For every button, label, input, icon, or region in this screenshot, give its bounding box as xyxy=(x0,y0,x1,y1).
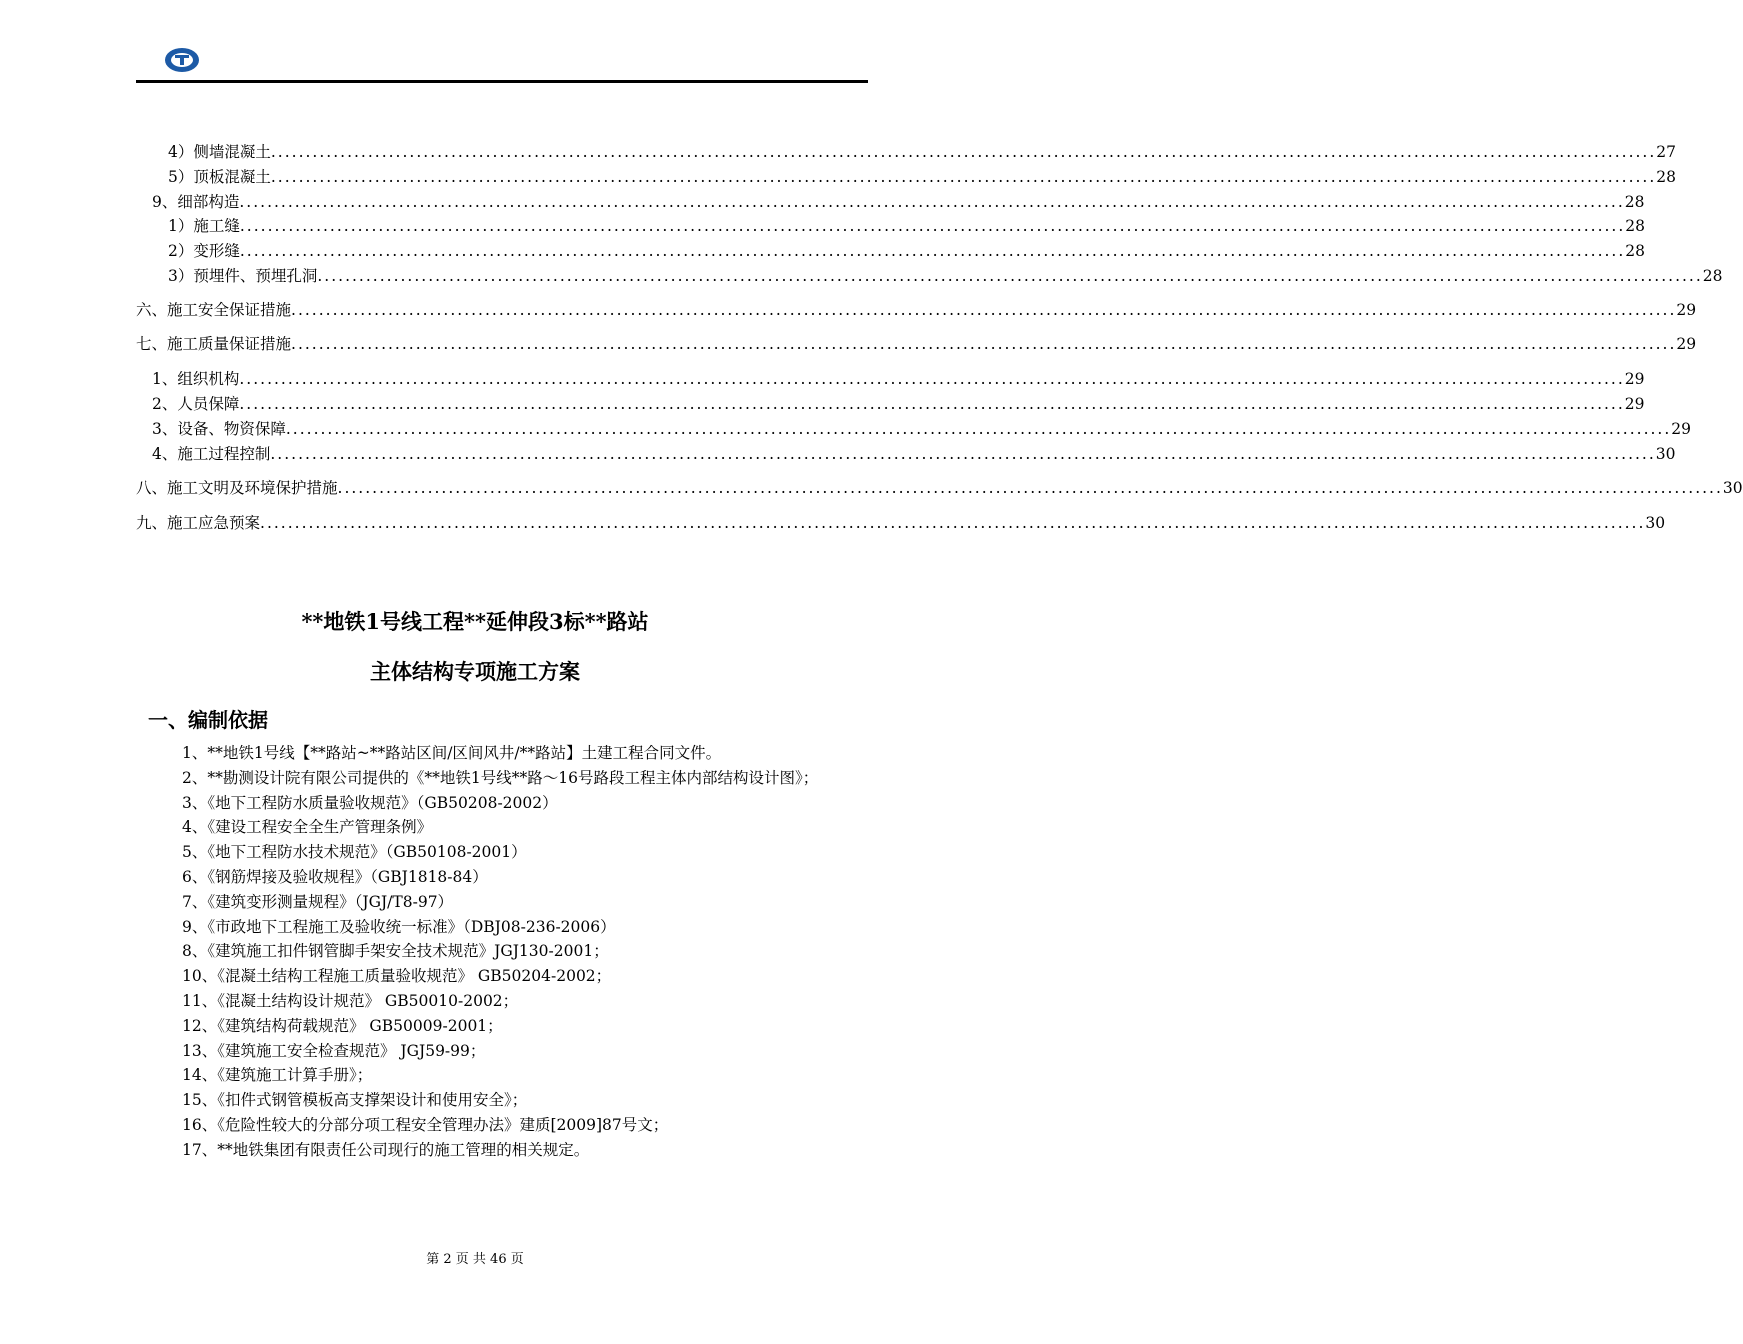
toc-leader-dots: ........................................................................................................................................................................................................ xyxy=(260,514,1646,532)
toc-leader-dots: ........................................................................................................................................................................................................ xyxy=(285,420,1672,438)
toc-leader-dots: ........................................................................................................................................................................................................ xyxy=(291,301,1677,319)
toc-entry-label: 4）侧墙混凝土 xyxy=(168,143,271,161)
toc-entry-page: 29 xyxy=(1624,395,1645,413)
basis-item: 16、《危险性较大的分部分项工程安全管理办法》建质[2009]87号文； xyxy=(182,1115,669,1134)
basis-item: 9、《市政地下工程施工及验收统一标准》（DBJ08-236-2006） xyxy=(182,917,616,936)
basis-list xyxy=(136,741,860,1163)
basis-item: 6、《钢筋焊接及验收规程》（GBJ1818-84） xyxy=(182,867,488,886)
toc-entry-label: 5）顶板混凝土 xyxy=(168,167,271,186)
toc-leader-dots: ........................................................................................................................................................................................................ xyxy=(270,445,1656,463)
toc-entry-page: 29 xyxy=(1671,420,1692,438)
basis-item: 8、《建筑施工扣件钢管脚手架安全技术规范》JGJ130-2001； xyxy=(182,942,609,961)
basis-item: 7、《建筑变形测量规程》（JGJ/T8-97） xyxy=(182,892,454,911)
basis-item: 14、《建筑施工计算手册》； xyxy=(182,1066,373,1085)
toc-entry-page: 30 xyxy=(1655,445,1676,463)
toc-entry[interactable] xyxy=(152,367,1645,392)
toc-leader-dots: ........................................................................................................................................................................................................ xyxy=(317,267,1703,285)
toc-entry-page: 29 xyxy=(1676,335,1697,353)
header-rule xyxy=(136,80,868,83)
toc-leader-dots: ........................................................................................................................................................................................................ xyxy=(239,192,1625,211)
toc-entry-label: 4、施工过程控制 xyxy=(152,445,271,463)
toc-entry-label: 3、设备、物资保障 xyxy=(152,420,286,438)
toc-entry-label: 2）变形缝 xyxy=(168,242,240,261)
toc-entry[interactable] xyxy=(168,140,1677,165)
toc-entry[interactable] xyxy=(152,442,1676,467)
toc-entry-label: 七、施工质量保证措施 xyxy=(136,335,292,353)
toc-entry-label: 2、人员保障 xyxy=(152,395,240,413)
toc-entry[interactable] xyxy=(136,511,1666,536)
toc-leader-dots: ........................................................................................................................................................................................................ xyxy=(291,335,1677,353)
basis-item: 1、**地铁1号线【**路站~**路站区间/区间风井/**路站】土建工程合同文件。 xyxy=(182,744,722,762)
toc-entry-page: 28 xyxy=(1656,167,1677,186)
toc-entry-page: 30 xyxy=(1722,479,1743,497)
toc-entry-page: 28 xyxy=(1625,242,1646,261)
toc-entry[interactable] xyxy=(168,165,1677,190)
toc-entry-page: 29 xyxy=(1676,301,1697,319)
toc-leader-dots: ........................................................................................................................................................................................................ xyxy=(239,242,1626,261)
section-heading: 一、编制依据 xyxy=(148,708,268,732)
toc-entry[interactable] xyxy=(152,392,1645,417)
toc-entry-label: 9、细部构造 xyxy=(152,192,240,211)
toc-entry-label: 1）施工缝 xyxy=(168,217,240,236)
basis-item: 11、《混凝土结构设计规范》 GB50010-2002； xyxy=(182,991,519,1010)
toc-entry-label: 九、施工应急预案 xyxy=(136,514,261,532)
toc-entry[interactable] xyxy=(168,239,1646,264)
toc-entry-label: 六、施工安全保证措施 xyxy=(136,301,292,319)
toc-entry-label: 八、施工文明及环境保护措施 xyxy=(136,479,338,497)
toc-entry-page: 28 xyxy=(1702,267,1723,285)
toc-entry-page: 30 xyxy=(1645,514,1666,532)
basis-item: 2、**勘测设计院有限公司提供的《**地铁1号线**路～16号路段工程主体内部结构设计图》； xyxy=(182,768,819,787)
toc-entry[interactable] xyxy=(136,332,1697,357)
toc-entry-page: 28 xyxy=(1624,192,1645,211)
basis-item: 10、《混凝土结构工程施工质量验收规范》 GB50204-2002； xyxy=(182,967,612,986)
toc-entry[interactable] xyxy=(168,214,1646,239)
toc-entry[interactable] xyxy=(152,190,1645,215)
toc-leader-dots: ........................................................................................................................................................................................................ xyxy=(239,370,1625,388)
toc-leader-dots: ........................................................................................................................................................................................................ xyxy=(337,479,1723,497)
basis-item: 5、《地下工程防水技术规范》（GB50108-2001） xyxy=(182,843,527,862)
basis-item: 15、《扣件式钢管模板高支撑架设计和使用安全》； xyxy=(182,1091,528,1110)
toc-entry[interactable] xyxy=(136,298,1697,323)
basis-item: 3、《地下工程防水质量验收规范》（GB50208-2002） xyxy=(182,793,558,812)
doc-title-line2: 主体结构专项施工方案 xyxy=(370,659,580,684)
page-footer: 第 2 页 共 46 页 xyxy=(426,1252,524,1267)
doc-title-line1: **地铁1号线工程**延伸段3标**路站 xyxy=(301,609,649,634)
toc-entry-label: 3）预埋件、预埋孔洞 xyxy=(168,267,318,285)
toc-entry-page: 29 xyxy=(1624,370,1645,388)
toc-leader-dots: ........................................................................................................................................................................................................ xyxy=(270,143,1657,161)
basis-item: 12、《建筑结构荷载规范》 GB50009-2001； xyxy=(182,1016,503,1035)
toc-entry[interactable] xyxy=(152,417,1692,442)
toc-leader-dots: ........................................................................................................................................................................................................ xyxy=(239,395,1625,413)
toc-leader-dots: ........................................................................................................................................................................................................ xyxy=(239,217,1626,236)
toc-entry[interactable] xyxy=(136,476,1743,501)
toc-leader-dots: ........................................................................................................................................................................................................ xyxy=(270,167,1657,186)
basis-item: 17、**地铁集团有限责任公司现行的施工管理的相关规定。 xyxy=(182,1140,590,1159)
basis-item: 4、《建设工程安全全生产管理条例》 xyxy=(182,818,433,837)
toc-entry-page: 28 xyxy=(1625,217,1646,236)
toc-entry-label: 1、组织机构 xyxy=(152,370,240,388)
basis-item: 13、《建筑施工安全检查规范》 JGJ59-99； xyxy=(182,1041,486,1060)
toc-entry-page: 27 xyxy=(1656,143,1677,161)
toc-entry[interactable] xyxy=(168,264,1723,289)
